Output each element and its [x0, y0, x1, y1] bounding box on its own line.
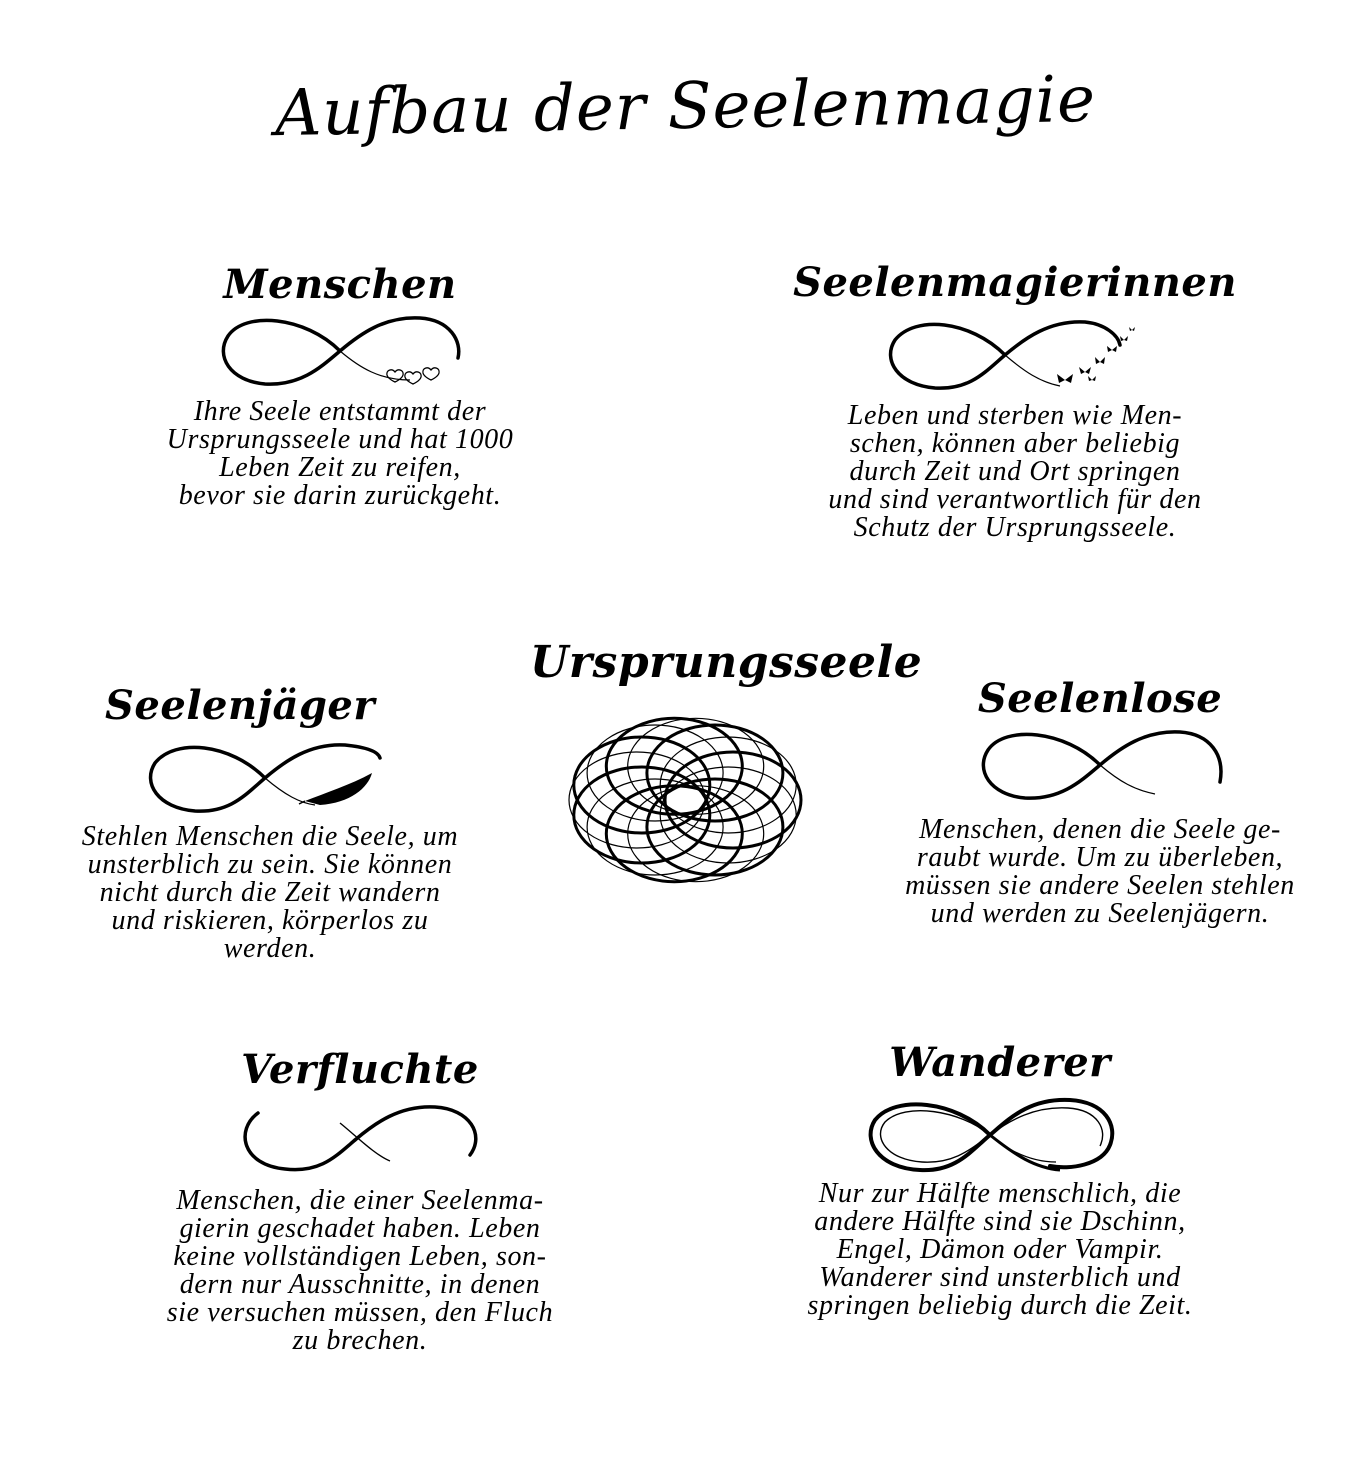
heading-verfluchte: Verfluchte — [241, 1046, 479, 1093]
section-menschen — [90, 250, 590, 530]
spirograph-flower-icon — [555, 700, 815, 900]
double-infinity-icon — [860, 1090, 1120, 1180]
heading-seelenlose: Seelenlose — [977, 675, 1223, 722]
infinity-hearts-icon — [210, 306, 470, 396]
section-seelenjaeger — [20, 675, 520, 975]
section-verfluchte — [110, 1035, 610, 1365]
infinity-icon — [970, 720, 1230, 810]
infinity-butterflies-icon — [880, 310, 1160, 400]
heading-seelenjaeger: Seelenjäger — [105, 682, 375, 729]
section-wanderer — [760, 1030, 1240, 1340]
heading-menschen: Menschen — [223, 261, 457, 308]
description-seelenlose: Menschen, denen die Seele ge- raubt wurde. Um zu überleben, müssen sie andere Seelen stehlen und werden zu Seelenjägern. — [905, 814, 1295, 929]
heading-wanderer: Wanderer — [889, 1039, 1111, 1086]
section-seelenlose — [860, 668, 1340, 938]
description-seelenmagierinnen: Leben und sterben wie Men- schen, können aber beliebig durch Zeit und Ort springen und sind verantwortlich für den Schutz der Ursprungsseele. — [828, 400, 1202, 543]
heading-ursprungsseele: Ursprungsseele — [530, 637, 923, 688]
description-wanderer: Nur zur Hälfte menschlich, die andere Hälfte sind sie Dschinn, Engel, Dämon oder Vampir. Wanderer sind unsterblich und springen beliebig durch die Zeit. — [807, 1178, 1193, 1321]
broken-infinity-icon — [230, 1095, 490, 1185]
section-ursprungsseele — [530, 632, 923, 902]
description-verfluchte: Menschen, die einer Seelenma- gierin geschadet haben. Leben keine vollständigen Leben, son- dern nur Ausschnitte, in denen sie versuchen müssen, den Fluch zu brechen. — [166, 1185, 554, 1356]
heading-seelenmagierinnen: Seelenmagierinnen — [793, 259, 1237, 306]
section-seelenmagierinnen — [765, 250, 1265, 560]
page-title: Aufbau der Seelenmagie — [274, 62, 1097, 152]
description-seelenjaeger: Stehlen Menschen die Seele, um unsterblich zu sein. Sie können nicht durch die Zeit wandern und riskieren, körperlos zu werden. — [81, 821, 459, 964]
description-menschen: Ihre Seele entstammt der Ursprungsseele und hat 1000 Leben Zeit zu reifen, bevor sie darin zurückgeht. — [166, 396, 514, 511]
infinity-feather-icon — [140, 733, 400, 823]
